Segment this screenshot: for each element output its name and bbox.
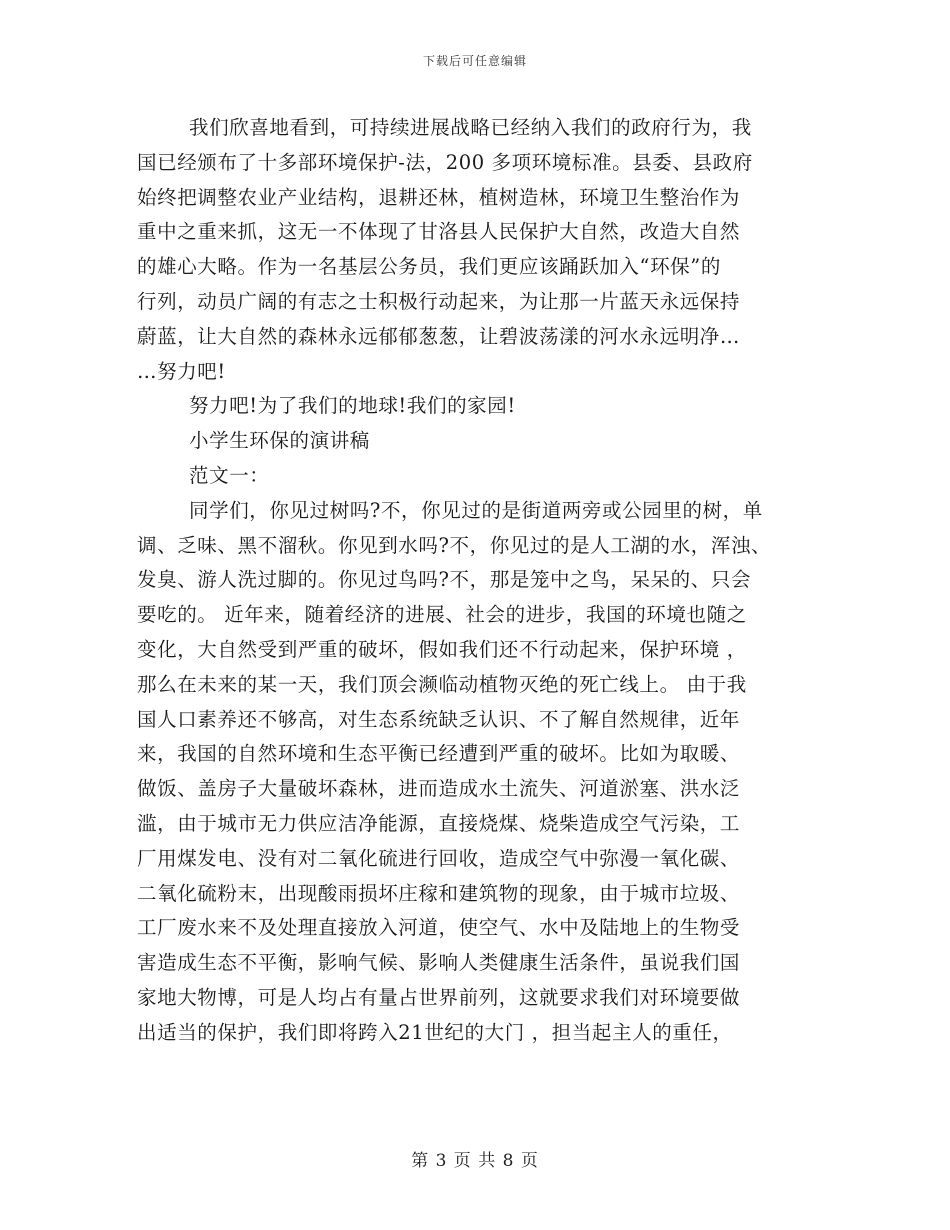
body-line: 的雄心大略。作为一名基层公务员，我们更应该踊跃加入“环保”的 [137,255,721,279]
body-line: 同学们，你见过树吗?不，你见过的是街道两旁或公园里的树，单 [189,498,763,522]
body-line: 出适当的保护，我们即将跨入21世纪的大门 ，担当起主人的重任， [137,1020,733,1044]
body-line: 厂用煤发电、没有对二氧化硫进行回收，造成空气中弥漫一氧化碳、 [137,846,741,870]
body-line: 行列，动员广阔的有志之士积极行动起来，为让那一片蓝天永远保持 [137,289,741,313]
body-line: 蔚蓝，让大自然的森林永远郁郁葱葱，让碧波荡漾的河水永远明净… [137,324,741,348]
document-body [137,111,827,1051]
section-title: 小学生环保的演讲稿 [189,429,370,453]
page-header: 下载后可任意编辑 [422,54,527,68]
body-line: 工厂废水来不及处理直接放入河道，使空气、水中及陆地上的生物受 [137,916,741,940]
body-line: 害造成生态不平衡，影响气候、影响人类健康生活条件，虽说我们国 [137,951,741,975]
page-number-footer: 第 3 页 共 8 页 [411,1151,539,1171]
body-line: 滥，由于城市无力供应洁净能源，直接烧煤、烧柴造成空气污染，工 [137,811,741,835]
body-line: 来，我国的自然环境和生态平衡已经遭到严重的破坏。比如为取暖、 [137,742,741,766]
body-line: 努力吧!为了我们的地球!我们的家园! [189,394,516,418]
body-line: 变化，大自然受到严重的破坏，假如我们还不行动起来，保护环境 ， [137,637,747,661]
body-line: 那么在未来的某一天，我们顶会濒临动植物灭绝的死亡线上。 由于我 [137,672,747,696]
section-subtitle: 范文一： [189,463,270,487]
body-line: 做饭、盖房子大量破坏森林，进而造成水土流失、河道淤塞、洪水泛 [137,777,741,801]
body-line: 国已经颁布了十多部环境保护-法，200 多项环境标准。县委、县政府 [137,150,753,174]
body-line: 国人口素养还不够高，对生态系统缺乏认识、不了解自然规律，近年 [137,707,741,731]
body-line: 二氧化硫粉末，出现酸雨损坏庄稼和建筑物的现象，由于城市垃圾、 [137,881,741,905]
body-line: 调、乏味、黑不溜秋。你见到水吗?不，你见过的是人工湖的水，浑浊、 [137,533,772,557]
body-line: 我们欣喜地看到，可持续进展战略已经纳入我们的政府行为，我 [189,116,752,139]
body-line: 始终把调整农业产业结构，退耕还林，植树造林，环境卫生整治作为 [137,185,741,209]
body-line: 重中之重来抓，这无一不体现了甘洛县人民保护大自然，改造大自然 [137,220,741,244]
body-line: …努力吧! [137,359,226,383]
body-line: 家地大物博，可是人均占有量占世界前列，这就要求我们对环境要做 [137,985,741,1009]
body-line: 发臭、游人洗过脚的。你见过鸟吗?不，那是笼中之鸟，呆呆的、只会 [137,568,752,592]
body-line: 要吃的。 近年来，随着经济的进展、社会的进步，我国的环境也随之 [137,603,747,627]
